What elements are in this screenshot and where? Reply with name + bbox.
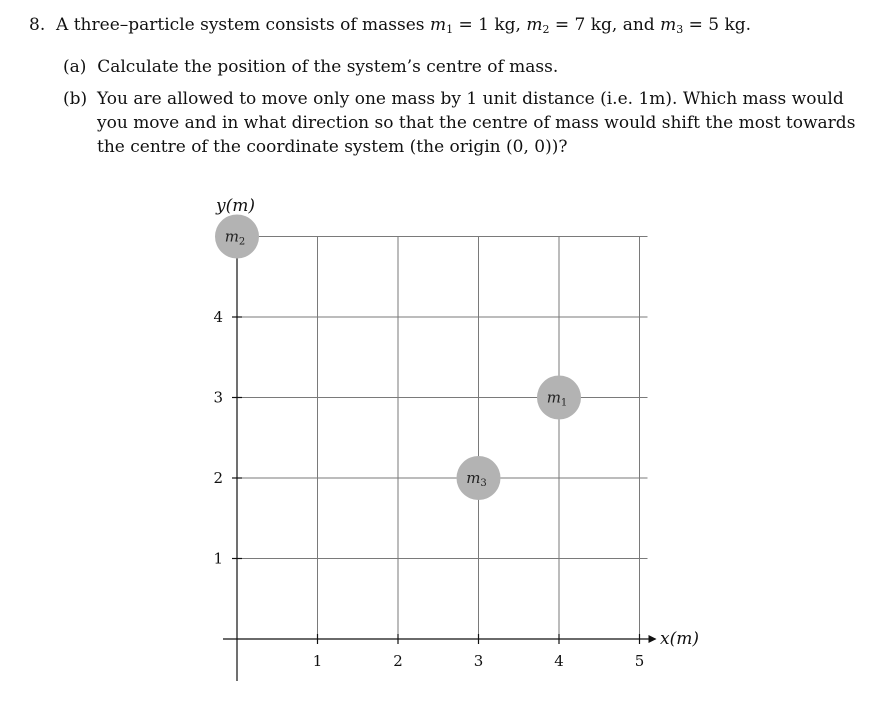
- question-intro: A three–particle system consists of masses: [56, 15, 430, 35]
- part-a-label: (a): [63, 57, 87, 77]
- part-b-line-1: You are allowed to move only one mass by 1 unit distance (i.e. 1m). Which mass would: [97, 89, 844, 109]
- m3-subscript: 3: [676, 23, 684, 36]
- question-number: 8.: [29, 15, 46, 35]
- ticks: [213, 308, 644, 670]
- m2-value: = 7 kg, and: [549, 15, 661, 35]
- mass-label-m3: $m_3$: [466, 469, 487, 489]
- m3-value: = 5 kg.: [683, 15, 752, 35]
- mass-label-m1: $m_1$: [546, 388, 568, 409]
- m1-subscript: 1: [446, 23, 454, 36]
- m1-symbol: m: [429, 15, 447, 35]
- y-tick-label-4: 4: [213, 308, 223, 326]
- y-tick-label-1: 1: [213, 549, 223, 568]
- part-b-label: (b): [63, 89, 88, 109]
- mass-subscript-m3: 3: [480, 478, 487, 489]
- m3-symbol: m: [660, 15, 677, 35]
- y-axis-label: y(m): [216, 196, 255, 216]
- axes: [223, 229, 656, 682]
- x-tick-label-3: 3: [473, 652, 484, 670]
- part-b-line-3: the centre of the coordinate system (the origin (0, 0))?: [97, 137, 568, 157]
- m1-value: = 1 kg,: [453, 15, 527, 35]
- x-tick-label-4: 4: [554, 652, 564, 670]
- y-tick-label-2: 2: [213, 469, 223, 487]
- x-tick-label-1: 1: [312, 652, 323, 670]
- part-a-text: Calculate the position of the system’s centre of mass.: [97, 57, 559, 77]
- x-axis-label: x(m): [660, 629, 699, 649]
- mass-label-m2: $m_2$: [224, 227, 246, 248]
- mass-subscript-m2: 2: [238, 236, 246, 248]
- m2-symbol: m: [526, 15, 543, 35]
- mass-subscript-m1: 1: [560, 397, 568, 409]
- grid: [237, 237, 648, 640]
- part-b-line-2: you move and in what direction so that the centre of mass would shift the most towards: [97, 113, 856, 133]
- x-tick-label-2: 2: [393, 652, 403, 670]
- x-tick-label-5: 5: [634, 652, 645, 670]
- y-tick-label-3: 3: [213, 388, 223, 407]
- m2-subscript: 2: [542, 23, 550, 36]
